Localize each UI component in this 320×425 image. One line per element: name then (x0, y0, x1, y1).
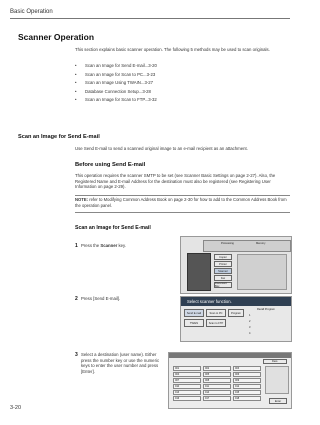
method-item: • Scan an Image for Scan to PC...3-23 (75, 72, 157, 81)
address-cell[interactable]: 005 (203, 372, 231, 377)
address-cell[interactable]: 016 (173, 396, 201, 401)
address-cell[interactable]: 002 (203, 366, 231, 371)
address-cell[interactable]: 011 (203, 384, 231, 389)
note-box (75, 197, 290, 208)
address-cell[interactable]: 008 (203, 378, 231, 383)
step-text: Select a destination (user name). Either press the number key or use the numeric keys to enter the user number and press [Enter]. (81, 352, 160, 374)
address-cell[interactable]: 010 (173, 384, 201, 389)
step-number: 1 (75, 243, 78, 249)
address-cell[interactable]: 012 (233, 384, 261, 389)
address-cell[interactable]: 006 (233, 372, 261, 377)
address-cell[interactable]: 007 (173, 378, 201, 383)
note-label: NOTE: (75, 197, 89, 202)
page-title: Scanner Operation (18, 32, 95, 42)
slot-number: 1 (249, 314, 251, 317)
section-title: Scan an Image for Send E-mail (18, 134, 100, 140)
intro-text: This section explains basic scanner operation. The following 5 methods may be used to scan originals. (75, 47, 270, 52)
method-item: • Scan an Image for Scan to FTP...3-32 (75, 97, 157, 106)
page-number: 3-20 (10, 405, 22, 411)
address-cell[interactable]: 015 (233, 390, 261, 395)
lamp-label: Memory (256, 242, 266, 245)
document-box-key[interactable]: Document Box (214, 282, 232, 288)
note-body: refer to Modifying Common Address Book on page 2-30 for how to add to the Common Address Book from the operation panel. (75, 197, 287, 208)
address-book-screen (168, 352, 292, 409)
operation-panel-figure (180, 236, 292, 294)
screen-title-bar (169, 353, 291, 358)
methods-list (75, 63, 157, 106)
note-rule-bottom (75, 212, 290, 213)
step-number: 3 (75, 352, 78, 358)
enter-button[interactable]: Enter (269, 398, 287, 404)
destination-list (265, 366, 289, 394)
before-title: Before using Send E-mail (75, 162, 146, 168)
copier-key[interactable]: Copier (214, 254, 232, 260)
running-header: Basic Operation (10, 9, 53, 15)
recall-program-label: Recall Program (257, 308, 275, 311)
slot-number: 3 (249, 326, 251, 329)
method-item: • Database Connection Setup...3-28 (75, 89, 157, 98)
section-intro: Use Send E-mail to send a scanned original image to an e-mail recipient as an attachment. (75, 146, 248, 151)
program-button[interactable]: Program (228, 309, 244, 317)
step-number: 2 (75, 296, 78, 302)
scanner-function-screen (180, 296, 292, 342)
address-cell[interactable]: 004 (173, 372, 201, 377)
lamp-label: Processing (221, 242, 234, 245)
address-cell[interactable]: 013 (173, 390, 201, 395)
method-item: • Scan an Image for Send E-mail...3-20 (75, 63, 157, 72)
screen-title: Select scanner function. (181, 297, 291, 306)
fax-key[interactable]: Fax (214, 275, 232, 281)
send-email-button[interactable]: Send E-mail (184, 309, 204, 317)
step-text (81, 243, 161, 249)
scanner-key[interactable]: Scanner (214, 268, 232, 274)
before-body: This operation requires the scanner SMTP to be set (see Scanner Basic Settings on page 2-27). Also, the Registered Name and E-mail Address for the destination must also be registered (see Registering User Information on page 2-29). (75, 173, 276, 190)
header-rule (10, 18, 290, 19)
dest-tab[interactable]: Dest. (263, 359, 287, 364)
procedure-title: Scan an Image for Send E-mail (75, 225, 151, 231)
step-text: Press [Send E-mail]. (81, 296, 121, 301)
step-text-part: key. (117, 243, 127, 248)
slot-number: 2 (249, 320, 251, 323)
note-rule-top (75, 195, 290, 196)
address-cell[interactable]: 001 (173, 366, 201, 371)
printer-key[interactable]: Printer (214, 261, 232, 267)
slot-number: 4 (249, 332, 251, 335)
method-item: • Scan an Image Using TWAIN...3-27 (75, 80, 157, 89)
step-text-part: Press the (81, 243, 101, 248)
keypad-area (237, 254, 287, 290)
address-cell[interactable]: 009 (233, 378, 261, 383)
twain-button[interactable]: TWAIN (184, 319, 204, 327)
panel-top-strip (203, 240, 291, 252)
scan-to-pc-button[interactable]: Scan to PC (206, 309, 226, 317)
step-key-name: Scanner (100, 243, 118, 248)
address-cell[interactable]: 014 (203, 390, 231, 395)
scan-to-ftp-button[interactable]: Scan to FTP (206, 319, 226, 327)
address-cell[interactable]: 003 (233, 366, 261, 371)
panel-display (187, 253, 211, 291)
address-cell[interactable]: 018 (233, 396, 261, 401)
address-cell[interactable]: 017 (203, 396, 231, 401)
